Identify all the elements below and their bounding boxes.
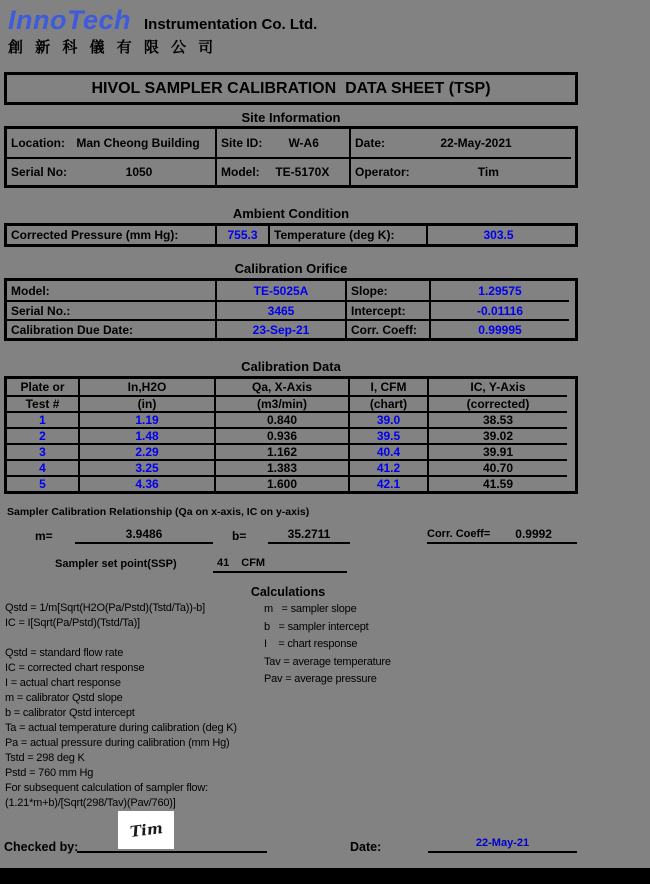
column-header: Plate or <box>20 380 65 394</box>
legend-line: Tav = average temperature <box>264 655 391 668</box>
field-label: Model: <box>221 165 260 179</box>
setpoint-value: 41 <box>217 557 230 569</box>
orifice-serial-label: Serial No.: <box>7 300 215 319</box>
company-name: Instrumentation Co. Ltd. <box>144 16 318 33</box>
field-label: Corrected Pressure (mm Hg): <box>11 228 179 242</box>
ic-value: 40.70 <box>427 459 567 475</box>
field-label: Temperature (deg K): <box>274 228 395 242</box>
field-label: Site ID: <box>221 136 263 150</box>
checked-by-label: Checked by: <box>4 840 79 854</box>
field-value: Man Cheong Building <box>76 136 200 150</box>
i-cfm-value: 39.5 <box>348 427 427 443</box>
bottom-black-bar <box>0 868 650 884</box>
i-cfm-value: 41.2 <box>348 459 427 475</box>
formula-line: Pstd = 760 mm Hg <box>5 767 94 779</box>
column-header: Qa, X-Axis <box>214 379 348 395</box>
h2o-value: 4.36 <box>78 475 214 491</box>
column-header: In,H2O <box>78 379 214 395</box>
formula-line: Qstd = 1/m[Sqrt(H2O(Pa/Pstd)(Tstd/Ta))-b] <box>5 602 205 614</box>
legend-line: b = sampler intercept <box>264 620 369 633</box>
qa-value: 0.936 <box>214 427 348 443</box>
formula-line: Pa = actual pressure during calibration (mm Hg) <box>5 737 230 749</box>
setpoint-underline <box>213 555 347 573</box>
calculations-right-column <box>264 601 391 689</box>
section-heading-calibration-orifice: Calibration Orifice <box>234 261 348 276</box>
company-header <box>8 5 317 36</box>
site-id-cell <box>215 129 349 157</box>
legend-line: I = chart response <box>264 638 358 650</box>
temperature-value-cell: 303.5 <box>426 226 569 244</box>
field-value: TE-5170X <box>275 165 330 179</box>
column-subheader: (in) <box>78 395 214 411</box>
m-value-underline: 3.9486 <box>75 526 213 544</box>
formula-line: Ta = actual temperature during calibration (deg K) <box>5 722 237 734</box>
sheet-title: HIVOL SAMPLER CALIBRATION DATA SHEET (TSP) <box>91 79 491 97</box>
b-label: b= <box>232 529 247 543</box>
test-number: 5 <box>7 475 78 491</box>
orifice-serial-value: 3465 <box>215 300 345 319</box>
pressure-value-cell: 755.3 <box>215 226 268 244</box>
qa-value: 1.162 <box>214 443 348 459</box>
orifice-intercept-value: -0.01116 <box>429 300 569 319</box>
calibration-data-table <box>4 376 578 494</box>
orifice-corr-coeff-value: 0.99995 <box>429 319 569 338</box>
site-operator-cell <box>349 157 571 185</box>
pressure-label-cell <box>7 226 215 244</box>
orifice-model-value: TE-5025A <box>215 281 345 300</box>
field-value: 22-May-2021 <box>440 136 512 150</box>
formula-line: I = actual chart response <box>5 677 121 689</box>
field-label: Operator: <box>355 165 410 179</box>
formula-line <box>5 631 237 646</box>
test-number: 4 <box>7 459 78 475</box>
test-number: 2 <box>7 427 78 443</box>
section-heading-site-information: Site Information <box>241 110 341 125</box>
legend-line: m = sampler slope <box>264 603 357 615</box>
field-label: Date: <box>355 136 386 150</box>
footer-date-label: Date: <box>350 840 382 854</box>
footer-date-underline: 22-May-21 <box>428 835 577 853</box>
orifice-slope-value: 1.29575 <box>429 281 569 300</box>
field-label: Serial No: <box>11 165 68 179</box>
column-subheader: (chart) <box>348 395 427 411</box>
section-heading-calibration-data: Calibration Data <box>241 359 341 374</box>
site-location-cell <box>7 129 215 157</box>
orifice-due-date-label: Calibration Due Date: <box>7 319 215 338</box>
formula-line: (1.21*m+b)/[Sqrt(298/Tav)(Pav/760)] <box>5 797 176 809</box>
ic-value: 39.02 <box>427 427 567 443</box>
qa-value: 1.383 <box>214 459 348 475</box>
formula-line: For subsequent calculation of sampler flow: <box>5 782 208 794</box>
qa-value: 1.600 <box>214 475 348 491</box>
company-name-chinese: 創 新 科 儀 有 限 公 司 <box>8 39 218 56</box>
orifice-model-label: Model: <box>11 283 50 298</box>
formula-line: Tstd = 298 deg K <box>5 752 85 764</box>
i-cfm-value: 39.0 <box>348 411 427 427</box>
column-header: IC, Y-Axis <box>427 379 567 395</box>
formula-line: IC = I[Sqrt(Pa/Pstd)(Tstd/Ta)] <box>5 617 140 629</box>
qa-value: 0.840 <box>214 411 348 427</box>
site-information-table <box>4 126 578 188</box>
m-label: m= <box>35 529 53 543</box>
site-model-cell <box>215 157 349 185</box>
column-subheader: Test # <box>7 395 78 411</box>
signature: Tim <box>128 819 164 841</box>
sheet-title-box <box>4 72 578 105</box>
column-header: I, CFM <box>348 379 427 395</box>
corr-coeff-underline <box>427 526 577 544</box>
h2o-value: 3.25 <box>78 459 214 475</box>
formula-line: Qstd = standard flow rate <box>5 647 124 659</box>
ambient-condition-table <box>4 223 578 247</box>
column-subheader: (corrected) <box>427 395 567 411</box>
ic-value: 39.91 <box>427 443 567 459</box>
field-value: W-A6 <box>288 136 319 150</box>
section-heading-ambient-condition: Ambient Condition <box>232 206 350 221</box>
i-cfm-value: 40.4 <box>348 443 427 459</box>
ic-value: 38.53 <box>427 411 567 427</box>
b-value-underline: 35.2711 <box>268 526 350 544</box>
setpoint-label: Sampler set point(SSP) <box>55 558 177 570</box>
formula-line: m = calibrator Qstd slope <box>5 692 123 704</box>
h2o-value: 1.19 <box>78 411 214 427</box>
corr-coeff-label: Corr. Coeff= <box>427 528 491 540</box>
field-value: 1050 <box>125 165 153 179</box>
field-label: Location: <box>11 136 65 150</box>
company-logo: InnoTech <box>8 5 131 35</box>
site-date-cell <box>349 129 571 157</box>
calculations-left-column <box>5 601 237 811</box>
h2o-value: 1.48 <box>78 427 214 443</box>
column-subheader: (m3/min) <box>214 395 348 411</box>
checked-by-underline <box>77 835 267 853</box>
h2o-value: 2.29 <box>78 443 214 459</box>
section-heading-calculations: Calculations <box>250 585 326 599</box>
i-cfm-value: 42.1 <box>348 475 427 491</box>
field-value: Tim <box>477 165 499 179</box>
corr-coeff-value: 0.9992 <box>515 527 552 541</box>
site-serial-cell <box>7 157 215 185</box>
temperature-label-cell <box>268 226 426 244</box>
formula-line: b = calibrator Qstd intercept <box>5 707 135 719</box>
ic-value: 41.59 <box>427 475 567 491</box>
calibration-orifice-table <box>4 278 578 341</box>
test-number: 3 <box>7 443 78 459</box>
orifice-corr-coeff-label: Corr. Coeff: <box>345 319 429 338</box>
formula-line: IC = corrected chart response <box>5 662 145 674</box>
test-number: 1 <box>7 411 78 427</box>
setpoint-unit: CFM <box>241 557 266 569</box>
orifice-due-date-value: 23-Sep-21 <box>215 319 345 338</box>
legend-line: Pav = average pressure <box>264 673 377 685</box>
relationship-title: Sampler Calibration Relationship (Qa on x-axis, IC on y-axis) <box>7 506 310 518</box>
orifice-intercept-label: Intercept: <box>345 300 429 319</box>
orifice-slope-label: Slope: <box>345 281 429 300</box>
